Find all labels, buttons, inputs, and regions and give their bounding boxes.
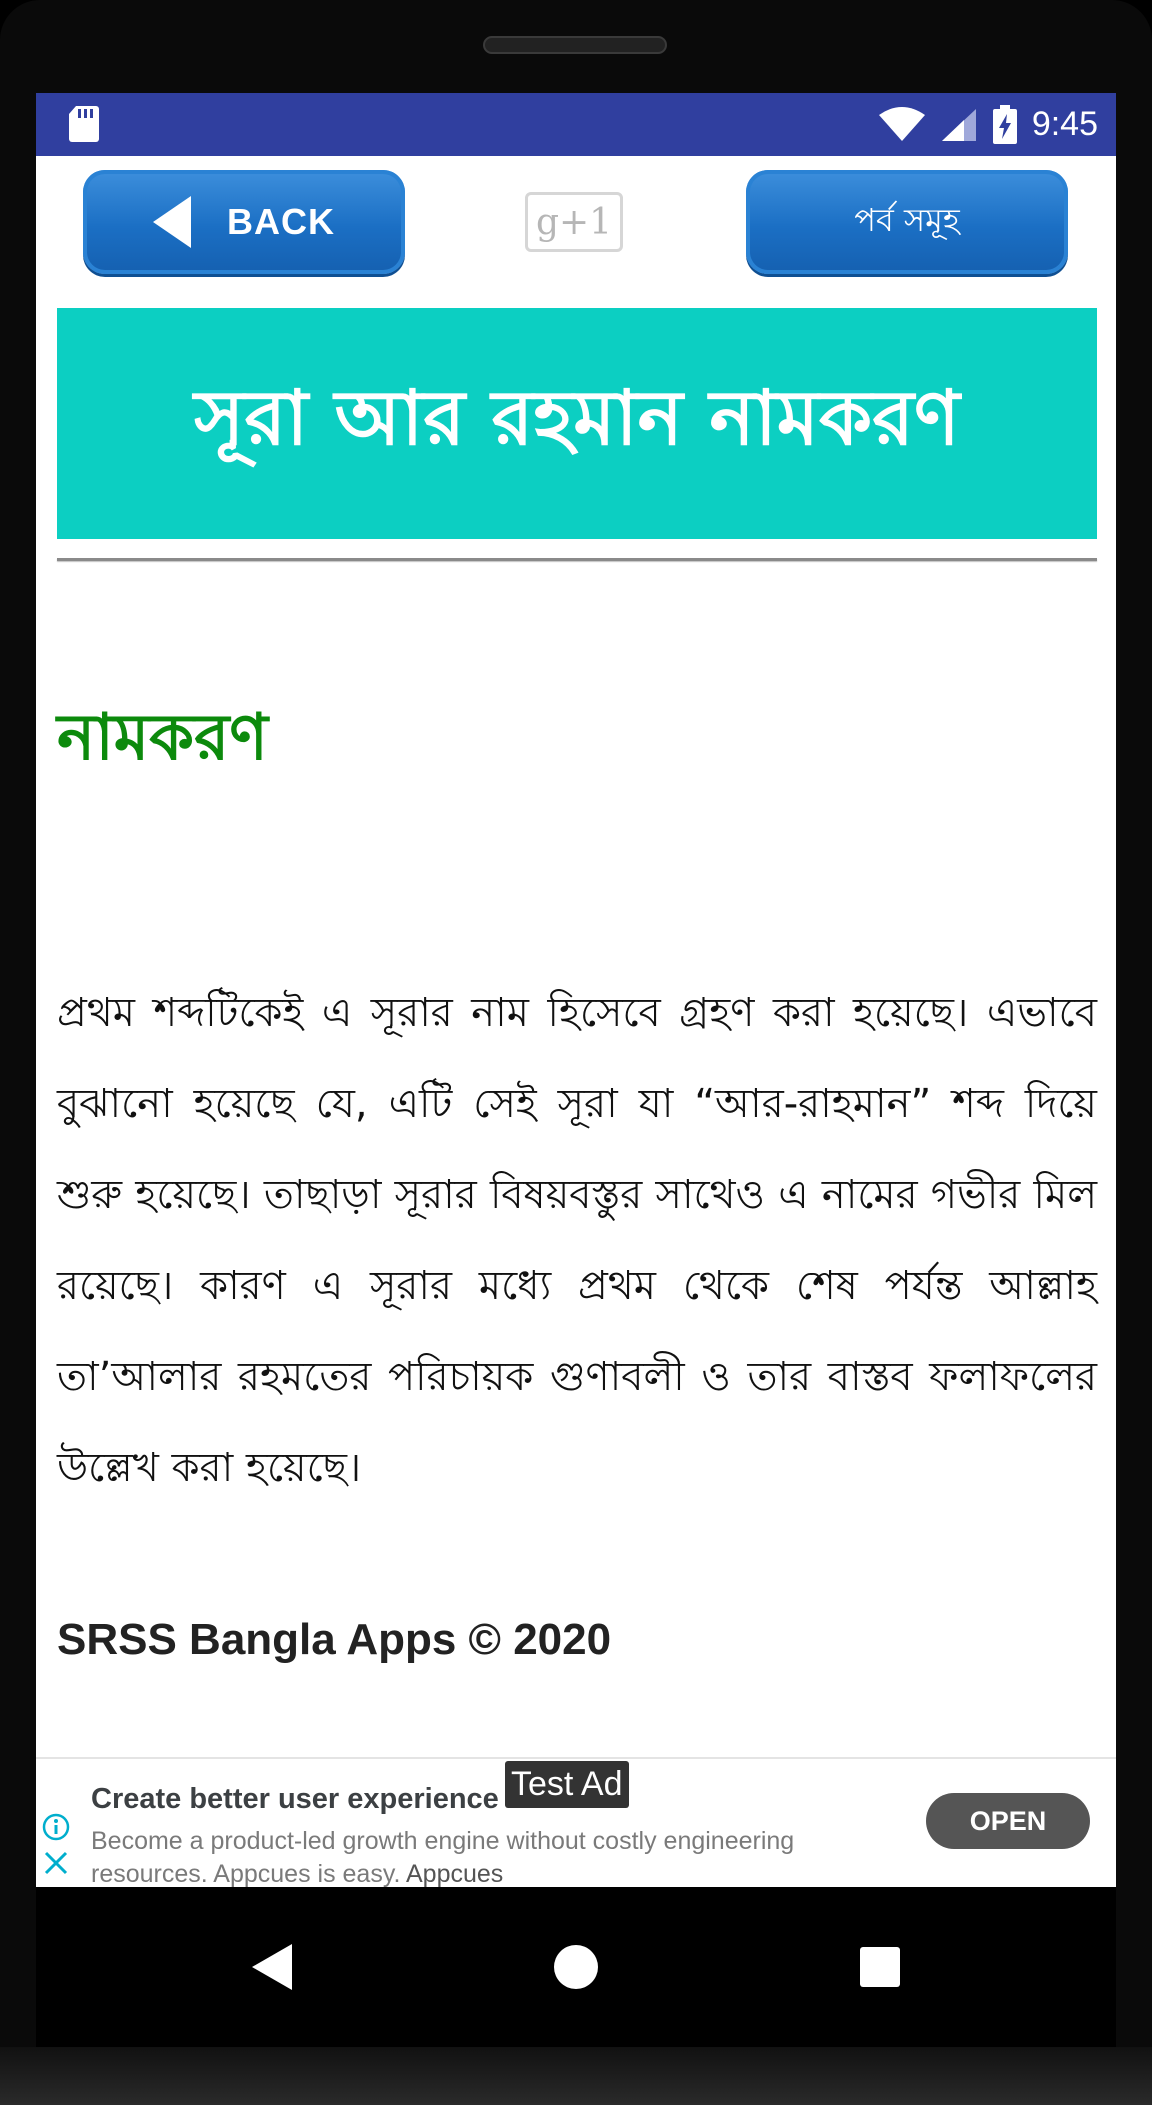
home-circle-icon (553, 1944, 599, 1990)
signal-icon (940, 107, 978, 143)
copyright-text: SRSS Bangla Apps © 2020 (57, 1615, 612, 1664)
sd-card-icon (68, 105, 100, 143)
top-toolbar (36, 156, 1116, 276)
ad-advertiser: Appcues (406, 1860, 504, 1887)
article-body: প্রথম শব্দটিকেই এ সূরার নাম হিসেবে গ্রহণ করা হয়েছে। এভাবে বুঝানো হয়েছে যে, এটি সেই সূরা যা “আর-রাহমান” শব্দ দিয়ে শুরু হয়েছে। তাছাড়া সূরার বিষয়বস্তুর সাথেও এ নামের গভীর মিল রয়েছে। কারণ এ সূরার মধ্যে প্রথম থেকে শেষ পর্যন্ত আল্লাহ তা’আলার রহমতের পরিচায়ক গুণাবলী ও তার বাস্তব ফলাফলের উল্লেখ করা হয়েছে। (57, 990, 1097, 1491)
google-plus-one-button[interactable]: g+1 (525, 192, 623, 252)
status-clock: 9:45 (1031, 105, 1098, 143)
ad-description-text: Become a product-led growth engine without costly engineering resources. Appcues is easy. (91, 1827, 795, 1887)
back-arrow-icon (153, 196, 191, 248)
status-icons (878, 93, 1098, 156)
test-ad-badge: Test Ad (505, 1761, 629, 1808)
section-heading: নামকরণ (57, 701, 268, 775)
status-bar (36, 93, 1116, 156)
nav-recents-button[interactable] (840, 1927, 920, 2007)
ad-description[interactable] (91, 1825, 881, 1887)
ad-headline[interactable]: Create better user experience (91, 1783, 499, 1815)
title-divider (57, 558, 1097, 561)
back-button-label: BACK (227, 201, 335, 242)
ad-close-icon[interactable] (42, 1849, 70, 1877)
ad-banner[interactable] (36, 1757, 1116, 1887)
chapters-button[interactable]: পর্ব সমূহ (746, 170, 1068, 274)
app-screen (36, 93, 1116, 1887)
ad-info-icon[interactable] (42, 1813, 70, 1841)
back-button[interactable] (83, 170, 405, 274)
earpiece-speaker (483, 36, 667, 54)
title-banner (57, 308, 1097, 539)
back-triangle-icon (250, 1942, 294, 1992)
ad-open-button[interactable]: OPEN (926, 1793, 1090, 1849)
nav-home-button[interactable] (536, 1927, 616, 2007)
wifi-icon (878, 107, 926, 143)
bottom-bezel (0, 2047, 1152, 2105)
system-nav-bar (36, 1887, 1116, 2047)
page-title: সূরা আর রহমান নামকরণ (194, 373, 960, 462)
nav-back-button[interactable] (232, 1927, 312, 2007)
battery-charging-icon (992, 105, 1018, 145)
recents-square-icon (859, 1946, 901, 1988)
